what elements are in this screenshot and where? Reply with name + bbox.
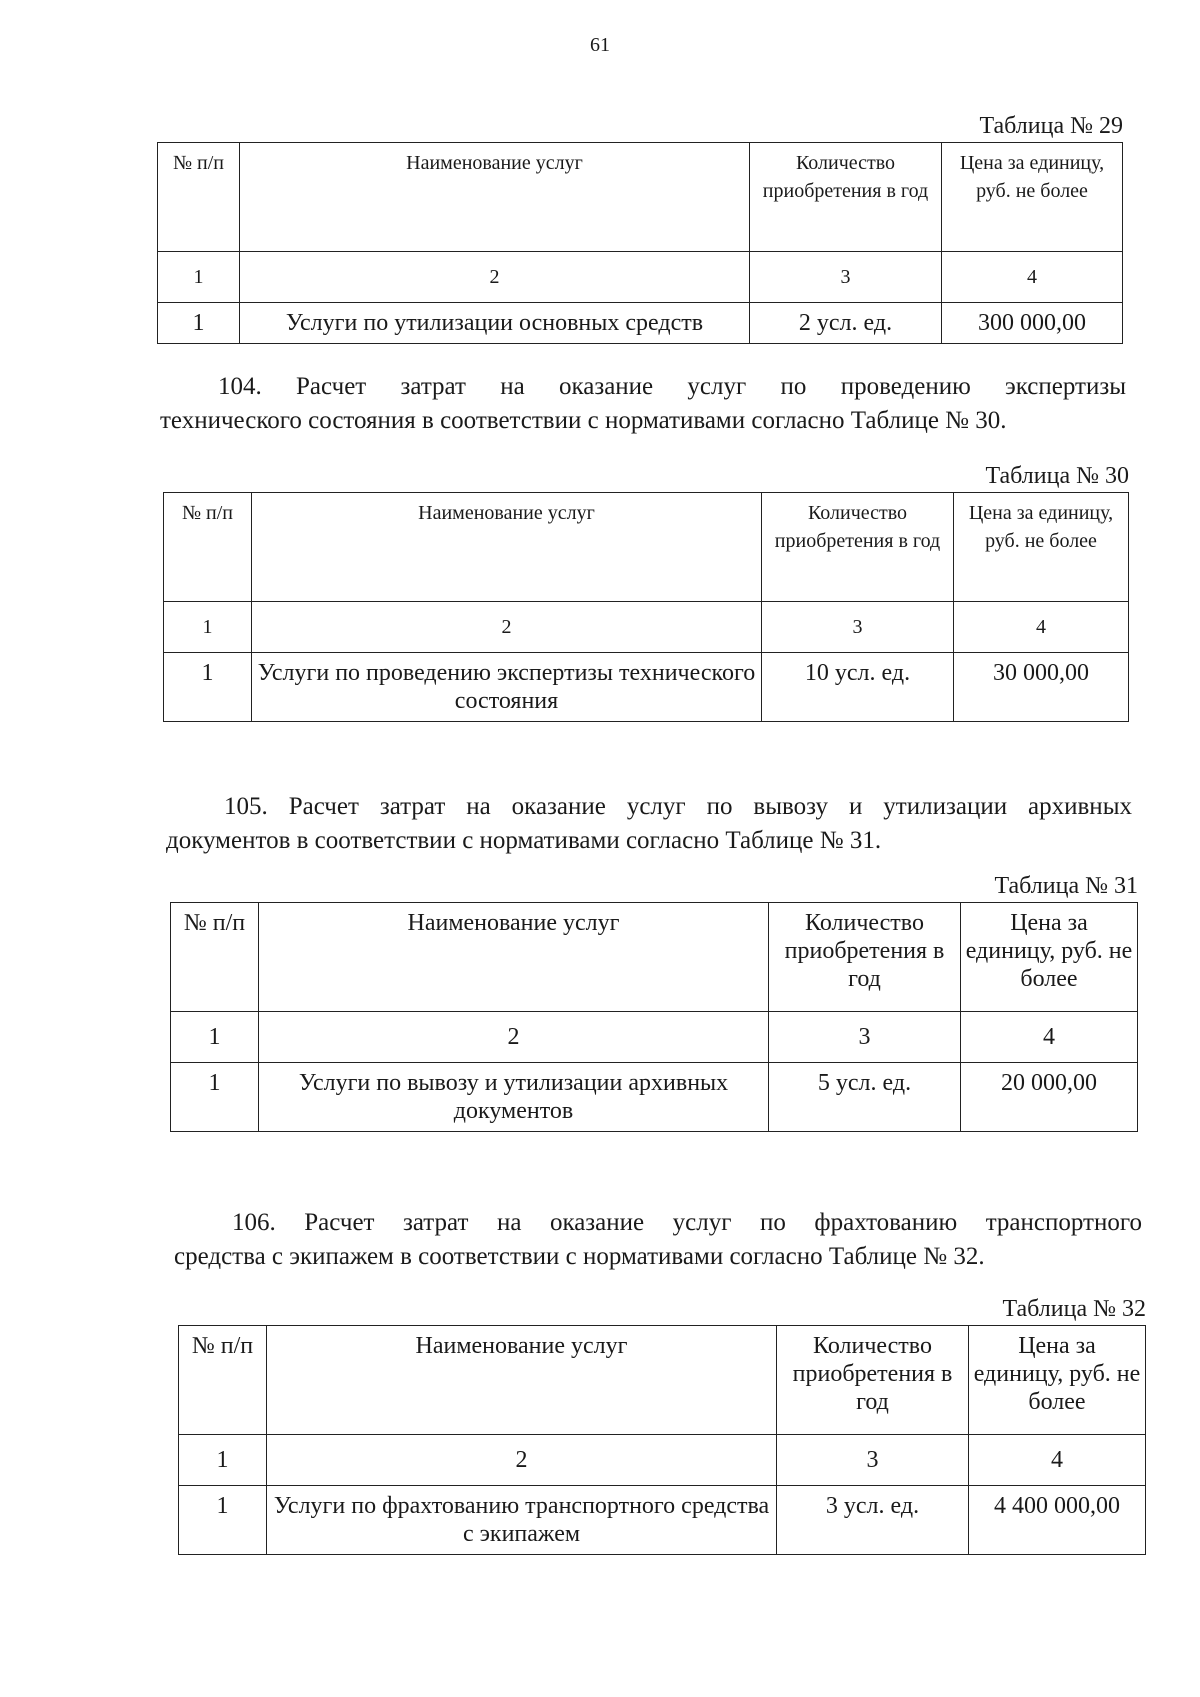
header-cell: № п/п — [158, 143, 240, 252]
services-table — [178, 1325, 1146, 1555]
row-number: 1 — [158, 303, 240, 344]
header-cell: Цена за единицу, руб. не более — [942, 143, 1123, 252]
row-number: 1 — [164, 653, 252, 722]
paragraph-104 — [160, 370, 1126, 438]
unit-price: 20 000,00 — [961, 1063, 1138, 1132]
header-cell: № п/п — [179, 1326, 267, 1435]
table-31-block — [170, 872, 1138, 1132]
services-table — [163, 492, 1129, 722]
unit-price: 300 000,00 — [942, 303, 1123, 344]
services-table — [157, 142, 1123, 344]
paragraph-106 — [174, 1206, 1142, 1274]
paragraph-105 — [166, 790, 1132, 858]
header-cell: Наименование услуг — [267, 1326, 777, 1435]
page-number: 61 — [590, 34, 610, 56]
column-number: 1 — [164, 602, 252, 653]
unit-price: 4 400 000,00 — [969, 1486, 1146, 1555]
table-caption: Таблица № 32 — [1002, 1296, 1146, 1322]
column-number: 4 — [942, 252, 1123, 303]
table-row — [158, 303, 1123, 344]
quantity: 10 усл. ед. — [762, 653, 954, 722]
column-number: 1 — [158, 252, 240, 303]
row-number: 1 — [179, 1486, 267, 1555]
quantity: 5 усл. ед. — [769, 1063, 961, 1132]
header-cell: Наименование услуг — [252, 493, 762, 602]
header-cell: Количество приобретения в год — [750, 143, 942, 252]
paragraph-line: 106. Расчет затрат на оказание услуг по фрахтованию транспортного — [232, 1209, 1142, 1236]
column-number: 2 — [259, 1012, 769, 1063]
column-number: 3 — [769, 1012, 961, 1063]
column-number-row — [171, 1012, 1138, 1063]
column-number: 4 — [969, 1435, 1146, 1486]
paragraph-line: 104. Расчет затрат на оказание услуг по проведению экспертизы — [218, 373, 1126, 400]
column-number: 2 — [240, 252, 750, 303]
table-caption: Таблица № 29 — [979, 113, 1123, 139]
service-name: Услуги по утилизации основных средств — [240, 303, 750, 344]
table-row — [164, 653, 1129, 722]
table-caption: Таблица № 31 — [994, 873, 1138, 899]
header-cell: Цена за единицу, руб. не более — [954, 493, 1129, 602]
column-number: 4 — [961, 1012, 1138, 1063]
header-cell: № п/п — [171, 903, 259, 1012]
unit-price: 30 000,00 — [954, 653, 1129, 722]
service-name: Услуги по вывозу и утилизации архивных документов — [259, 1063, 769, 1132]
services-table — [170, 902, 1138, 1132]
column-number-row — [164, 602, 1129, 653]
column-number-row — [179, 1435, 1146, 1486]
table-row — [179, 1486, 1146, 1555]
paragraph-line: технического состояния в соответствии с нормативами согласно Таблице № 30. — [160, 407, 1007, 434]
table-header-row — [179, 1326, 1146, 1435]
header-cell: Наименование услуг — [240, 143, 750, 252]
header-cell: Количество приобретения в год — [769, 903, 961, 1012]
table-29-block — [157, 112, 1123, 344]
service-name: Услуги по проведению экспертизы технического состояния — [252, 653, 762, 722]
header-cell: Количество приобретения в год — [777, 1326, 969, 1435]
header-cell: Цена за единицу, руб. не более — [961, 903, 1138, 1012]
table-row — [171, 1063, 1138, 1132]
quantity: 3 усл. ед. — [777, 1486, 969, 1555]
table-header-row — [171, 903, 1138, 1012]
quantity: 2 усл. ед. — [750, 303, 942, 344]
column-number-row — [158, 252, 1123, 303]
column-number: 3 — [750, 252, 942, 303]
table-caption: Таблица № 30 — [985, 463, 1129, 489]
table-header-row — [158, 143, 1123, 252]
table-30-block — [163, 462, 1129, 722]
column-number: 3 — [777, 1435, 969, 1486]
header-cell: № п/п — [164, 493, 252, 602]
column-number: 1 — [179, 1435, 267, 1486]
column-number: 1 — [171, 1012, 259, 1063]
paragraph-line: 105. Расчет затрат на оказание услуг по вывозу и утилизации архивных — [224, 793, 1132, 820]
table-header-row — [164, 493, 1129, 602]
service-name: Услуги по фрахтованию транспортного средства с экипажем — [267, 1486, 777, 1555]
column-number: 3 — [762, 602, 954, 653]
column-number: 2 — [267, 1435, 777, 1486]
row-number: 1 — [171, 1063, 259, 1132]
paragraph-line: средства с экипажем в соответствии с нормативами согласно Таблице № 32. — [174, 1243, 985, 1270]
column-number: 4 — [954, 602, 1129, 653]
table-32-block — [178, 1295, 1146, 1555]
header-cell: Наименование услуг — [259, 903, 769, 1012]
header-cell: Количество приобретения в год — [762, 493, 954, 602]
column-number: 2 — [252, 602, 762, 653]
header-cell: Цена за единицу, руб. не более — [969, 1326, 1146, 1435]
paragraph-line: документов в соответствии с нормативами согласно Таблице № 31. — [166, 827, 882, 854]
